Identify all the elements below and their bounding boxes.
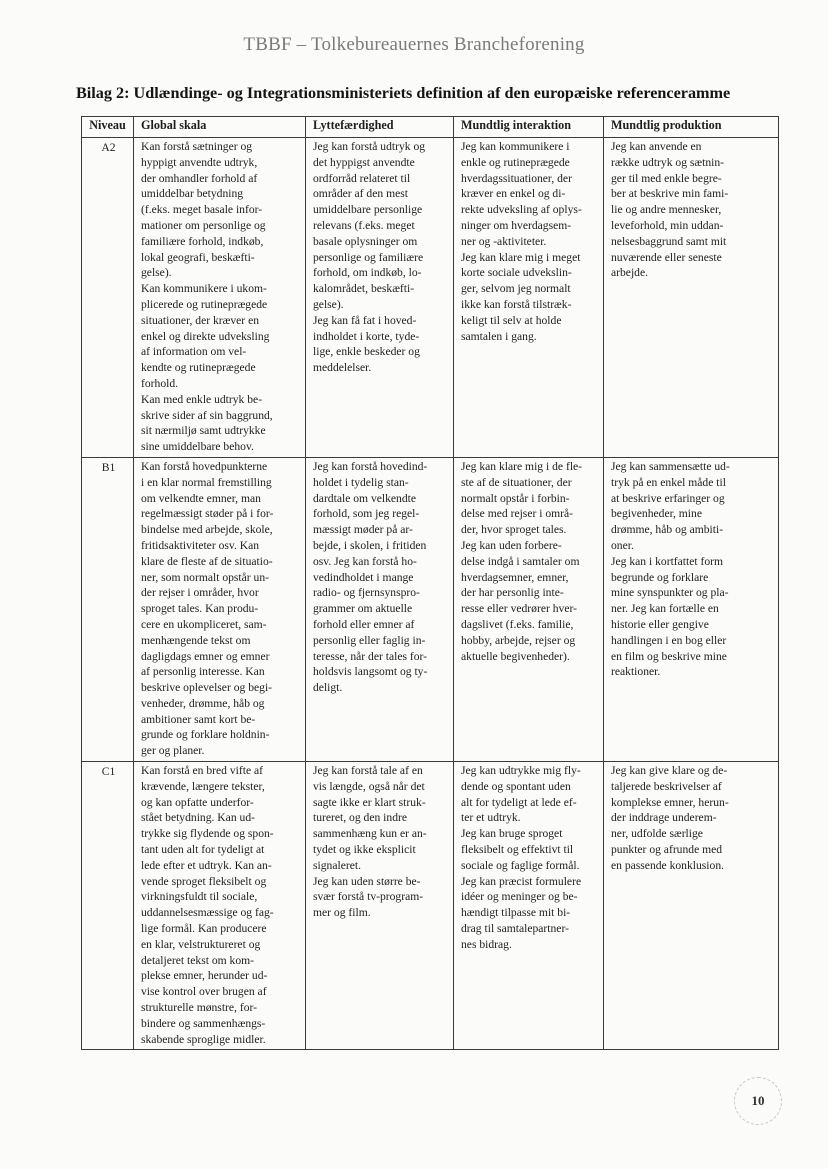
oral-interaction-cell: Jeg kan klare mig i de fle- ste af de situationer, der normalt opstår i forbin- delse med rejser i områ- der, hvor sproget tales. Jeg kan uden forbere- delse indgå i samtaler om hverdagsemner, emner, der har personlig inte- resse eller vedrører hver- dagslivet (f.eks. familie, hobby, arbejde, rejser og aktuelle begivenheder). (454, 457, 604, 761)
global-scale-cell: Kan forstå hovedpunkterne i en klar normal fremstilling om velkendte emner, man regelmæssigt støder på i for- bindelse med arbejde, skole, fritidsaktiviteter osv. Kan klare de fleste af de situatio- ner, som normalt opstår un- der rejser i områder, hvor sproget tales. Kan produ- cere en ukompliceret, sam- menhængende tekst om dagligdags emner og emner af personlig interesse. Kan beskrive oplevelser og begi- venheder, drømme, håb og ambitioner samt kort be- grunde og forklare holdnin- ger og planer. (134, 457, 306, 761)
header-global-scale: Global skala (134, 117, 306, 138)
level-cell: C1 (82, 762, 134, 1050)
level-cell: A2 (82, 138, 134, 458)
oral-production-cell: Jeg kan give klare og de- taljerede beskrivelser af komplekse emner, herun- der inddrage underem- ner, udfolde særlige punkter og afrunde med en passende konklusion. (604, 762, 779, 1050)
table-row (82, 762, 779, 1050)
oral-production-cell: Jeg kan anvende en række udtryk og sætnin- ger til med enkle begre- ber at beskrive min fami- lie og andre mennesker, leveforhold, min uddan- nelsesbaggrund samt mit nuværende eller seneste arbejde. (604, 138, 779, 458)
listening-cell: Jeg kan forstå tale af en vis længde, også når det sagte ikke er klart struk- tureret, og den indre sammenhæng kun er an- tydet og ikke eksplicit signaleret. Jeg kan uden større be- svær forstå tv-program- mer og film. (306, 762, 454, 1050)
header-oral-interaction: Mundtlig interaktion (454, 117, 604, 138)
header-oral-production: Mundtlig produktion (604, 117, 779, 138)
page-number: 10 (734, 1077, 782, 1125)
reference-framework-table (81, 116, 779, 1050)
page-header: TBBF – Tolkebureauernes Brancheforening (243, 34, 585, 55)
listening-cell: Jeg kan forstå hovedind- holdet i tydelig stan- dardtale om velkendte forhold, som jeg regel- mæssigt møder på ar- bejde, i skolen, i fritiden osv. Jeg kan forstå ho- vedindholdet i mange radio- og fjernsynspro- grammer om aktuelle forhold eller emner af personlig eller faglig in- teresse, når der tales for- holdsvis langsomt og ty- deligt. (306, 457, 454, 761)
oral-interaction-cell: Jeg kan udtrykke mig fly- dende og spontant uden alt for tydeligt at lede ef- ter et udtryk. Jeg kan bruge sproget fleksibelt og effektivt til sociale og faglige formål. Jeg kan præcist formulere idéer og meninger og be- hændigt tilpasse mit bi- drag til samtalepartner- nes bidrag. (454, 762, 604, 1050)
document-title: Bilag 2: Udlændinge- og Integrationsministeriets definition af den europæiske referenceramme (76, 84, 731, 102)
table-header-row (82, 117, 779, 138)
table-row (82, 138, 779, 458)
header-level: Niveau (82, 117, 134, 138)
header-listening: Lyttefærdighed (306, 117, 454, 138)
oral-production-cell: Jeg kan sammensætte ud- tryk på en enkel måde til at beskrive erfaringer og begivenheder, mine drømme, håb og ambiti- oner. Jeg kan i kortfattet form begrunde og forklare mine synspunkter og pla- ner. Jeg kan fortælle en historie eller gengive handlingen i en bog eller en film og beskrive mine reaktioner. (604, 457, 779, 761)
listening-cell: Jeg kan forstå udtryk og det hyppigst anvendte ordforråd relateret til områder af den mest umiddelbare personlige relevans (f.eks. meget basale oplysninger om personlige og familiære forhold, om indkøb, lo- kalområdet, beskæfti- gelse). Jeg kan få fat i hoved- indholdet i korte, tyde- lige, enkle beskeder og meddelelser. (306, 138, 454, 458)
table-row (82, 457, 779, 761)
level-cell: B1 (82, 457, 134, 761)
global-scale-cell: Kan forstå sætninger og hyppigt anvendte udtryk, der omhandler forhold af umiddelbar betydning (f.eks. meget basale infor- mationer om personlige og familiære forhold, indkøb, lokal geografi, beskæfti- gelse). Kan kommunikere i ukom- plicerede og rutineprægede situationer, der kræver en enkel og direkte udveksling af information om vel- kendte og rutineprægede forhold. Kan med enkle udtryk be- skrive sider af sin baggrund, sit nærmiljø samt udtrykke sine umiddelbare behov. (134, 138, 306, 458)
global-scale-cell: Kan forstå en bred vifte af krævende, længere tekster, og kan opfatte underfor- stået betydning. Kan ud- trykke sig flydende og spon- tant uden alt for tydeligt at lede efter et udtryk. Kan an- vende sproget fleksibelt og virkningsfuldt til sociale, uddannelsesmæssige og fag- lige formål. Kan producere en klar, velstruktureret og detaljeret tekst om kom- plekse emner, herunder ud- vise kontrol over brugen af strukturelle mønstre, for- bindere og sammenhængs- skabende sproglige midler. (134, 762, 306, 1050)
oral-interaction-cell: Jeg kan kommunikere i enkle og rutineprægede hverdagssituationer, der kræver en enkel og di- rekte udveksling af oplys- ninger om hverdagsem- ner og -aktiviteter. Jeg kan klare mig i meget korte sociale udvekslin- ger, selvom jeg normalt ikke kan forstå tilstræk- keligt til selv at holde samtalen i gang. (454, 138, 604, 458)
